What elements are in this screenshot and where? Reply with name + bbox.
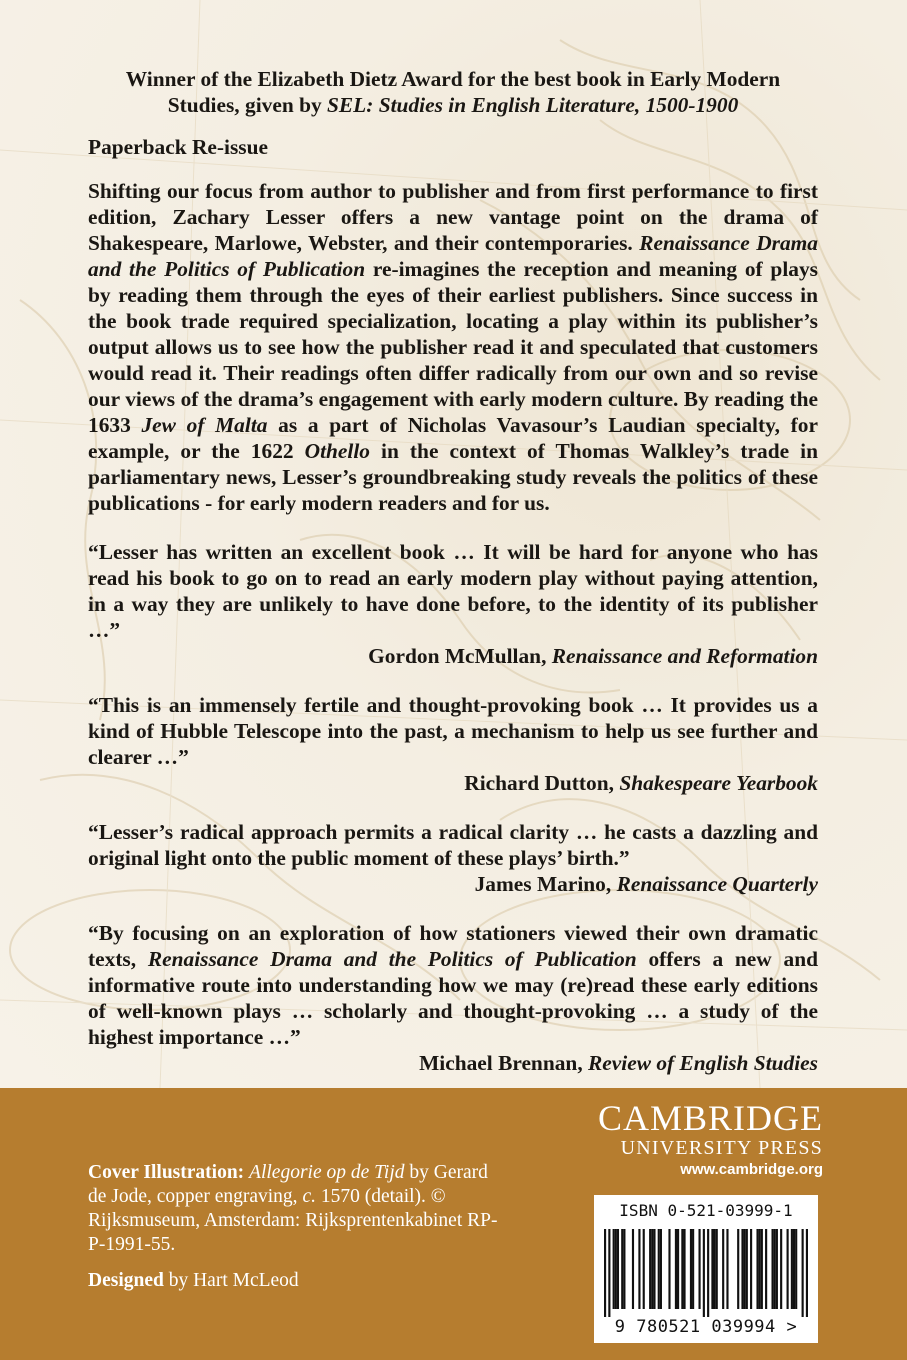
publisher-band <box>0 1088 907 1360</box>
barcode-bar <box>711 1229 713 1309</box>
credits <box>88 1161 508 1305</box>
barcode-bar <box>617 1229 619 1309</box>
barcode-bar <box>761 1229 763 1309</box>
barcode-bar <box>681 1229 683 1309</box>
barcode-bar <box>692 1229 694 1309</box>
book-description: Shifting our focus from author to publisher and from first performance to first edition, Zachary Lesser offers a new vantage point on the drama of Shakespeare, Marlowe, Webster, and their contemporaries. Renaissance Drama and the Politics of Publication re-imagines the reception and meaning of plays by reading them through the eyes of their earliest publishers. Since success in the book trade required specialization, locating a play within its publisher’s output allows us to see how the publisher read it and speculated that customers would read it. Their readings often differ radically from our own and so revise our views of the drama’s engagement with early modern culture. By reading the 1633 Jew of Malta as a part of Nicholas Vavasour’s Laudian specialty, for example, or the 1622 Othello in the context of Thomas Walkley’s trade in parliamentary news, Lesser’s groundbreaking study reveals the politics of these publications - for early modern readers and for us. <box>88 179 818 515</box>
barcode-bar <box>795 1229 797 1309</box>
barcode-bar <box>690 1229 692 1309</box>
barcode-bar <box>683 1229 685 1309</box>
barcode-bar <box>759 1229 761 1309</box>
barcode-bar <box>771 1229 773 1309</box>
barcode-bar <box>806 1229 808 1317</box>
barcode-bar <box>677 1229 679 1309</box>
review-attribution-3: James Marino, Renaissance Quarterly <box>474 872 818 896</box>
barcode-bar <box>643 1229 645 1309</box>
barcode-bar <box>698 1229 700 1309</box>
barcode <box>594 1195 818 1343</box>
publisher-name: CAMBRIDGE <box>597 1098 823 1138</box>
barcode-bar <box>746 1229 748 1309</box>
barcode-bar <box>675 1229 677 1309</box>
barcode-bar <box>658 1229 660 1309</box>
barcode-bar <box>714 1229 716 1309</box>
barcode-bar <box>653 1229 655 1309</box>
award-line-2: Studies, given by SEL: Studies in English Literature, 1500-1900 <box>167 93 739 117</box>
publisher-url: www.cambridge.org <box>680 1161 823 1178</box>
review-quote-2: “This is an immensely fertile and thought-provoking book … It provides us a kind of Hubble Telescope into the past, a mechanism to help us see further and clearer …” <box>88 693 818 769</box>
barcode-bar <box>787 1229 789 1309</box>
blurb-text <box>88 66 818 1076</box>
isbn-label: ISBN 0-521-03999-1 <box>619 1201 793 1220</box>
barcode-bar <box>802 1229 804 1317</box>
barcode-bar <box>765 1229 767 1309</box>
barcode-bar <box>722 1229 724 1309</box>
barcode-bar <box>615 1229 617 1309</box>
barcode-bar <box>604 1229 606 1317</box>
barcode-bar <box>613 1229 615 1309</box>
barcode-bars <box>604 1229 808 1317</box>
barcode-bar <box>707 1229 709 1317</box>
barcode-bar <box>776 1229 778 1309</box>
barcode-bar <box>668 1229 670 1309</box>
publisher-logo <box>598 1100 823 1180</box>
barcode-bar <box>608 1229 610 1317</box>
barcode-bar <box>793 1229 795 1309</box>
barcode-bar <box>660 1229 662 1309</box>
barcode-bar <box>726 1229 728 1309</box>
barcode-bar <box>750 1229 752 1309</box>
barcode-bar <box>774 1229 776 1309</box>
barcode-bar <box>737 1229 739 1309</box>
barcode-bar <box>632 1229 634 1309</box>
barcode-bar <box>638 1229 640 1309</box>
review-attribution-1: Gordon McMullan, Renaissance and Reformation <box>368 644 818 668</box>
designer-credit: Designed by Hart McLeod <box>88 1270 299 1291</box>
review-quote-4: “By focusing on an exploration of how stationers viewed their own dramatic texts, Renaissance Drama and the Politics of Publication offers a new and informative route into understanding how we may (re)read these early editions of well-known plays … scholarly and thought-provoking … a study of the highest importance …” <box>88 921 818 1049</box>
review-quote-1: “Lesser has written an excellent book … It will be hard for anyone who has read his book to go on to read an early modern play without paying attention, in a way they are unlikely to have done before, to the identity of its publisher …” <box>88 540 818 642</box>
reissue-label: Paperback Re-issue <box>88 135 269 159</box>
review-attribution-4: Michael Brennan, Review of English Studies <box>419 1051 818 1075</box>
award-line-1: Winner of the Elizabeth Dietz Award for the best book in Early Modern <box>125 67 781 91</box>
barcode-bar <box>621 1229 623 1309</box>
barcode-bar <box>756 1229 758 1309</box>
cover-illustration-credit: Cover Illustration: Allegorie op de Tijd by Gerard de Jode, copper engraving, c. 1570 (detail). © Rijksmuseum, Amsterdam: Rijksprentenkabinet RP-P-1991-55. <box>88 1162 498 1255</box>
barcode-bar <box>780 1229 782 1309</box>
barcode-bar <box>791 1229 793 1309</box>
award-journal: SEL: Studies in English Literature, 1500-1900 <box>327 93 739 117</box>
review-attribution-2: Richard Dutton, Shakespeare Yearbook <box>464 771 818 795</box>
barcode-bar <box>651 1229 653 1309</box>
publisher-subtitle: UNIVERSITY PRESS <box>620 1137 823 1159</box>
barcode-bar <box>649 1229 651 1309</box>
barcode-bar <box>703 1229 705 1317</box>
barcode-bar <box>744 1229 746 1309</box>
ean-number: 9 780521 039994 > <box>614 1317 798 1337</box>
barcode-bar <box>716 1229 718 1309</box>
barcode-bar <box>623 1229 625 1309</box>
barcode-bar <box>741 1229 743 1309</box>
review-quote-3: “Lesser’s radical approach permits a radical clarity … he casts a dazzling and original light onto the public moment of these plays’ birth.” <box>88 820 818 870</box>
